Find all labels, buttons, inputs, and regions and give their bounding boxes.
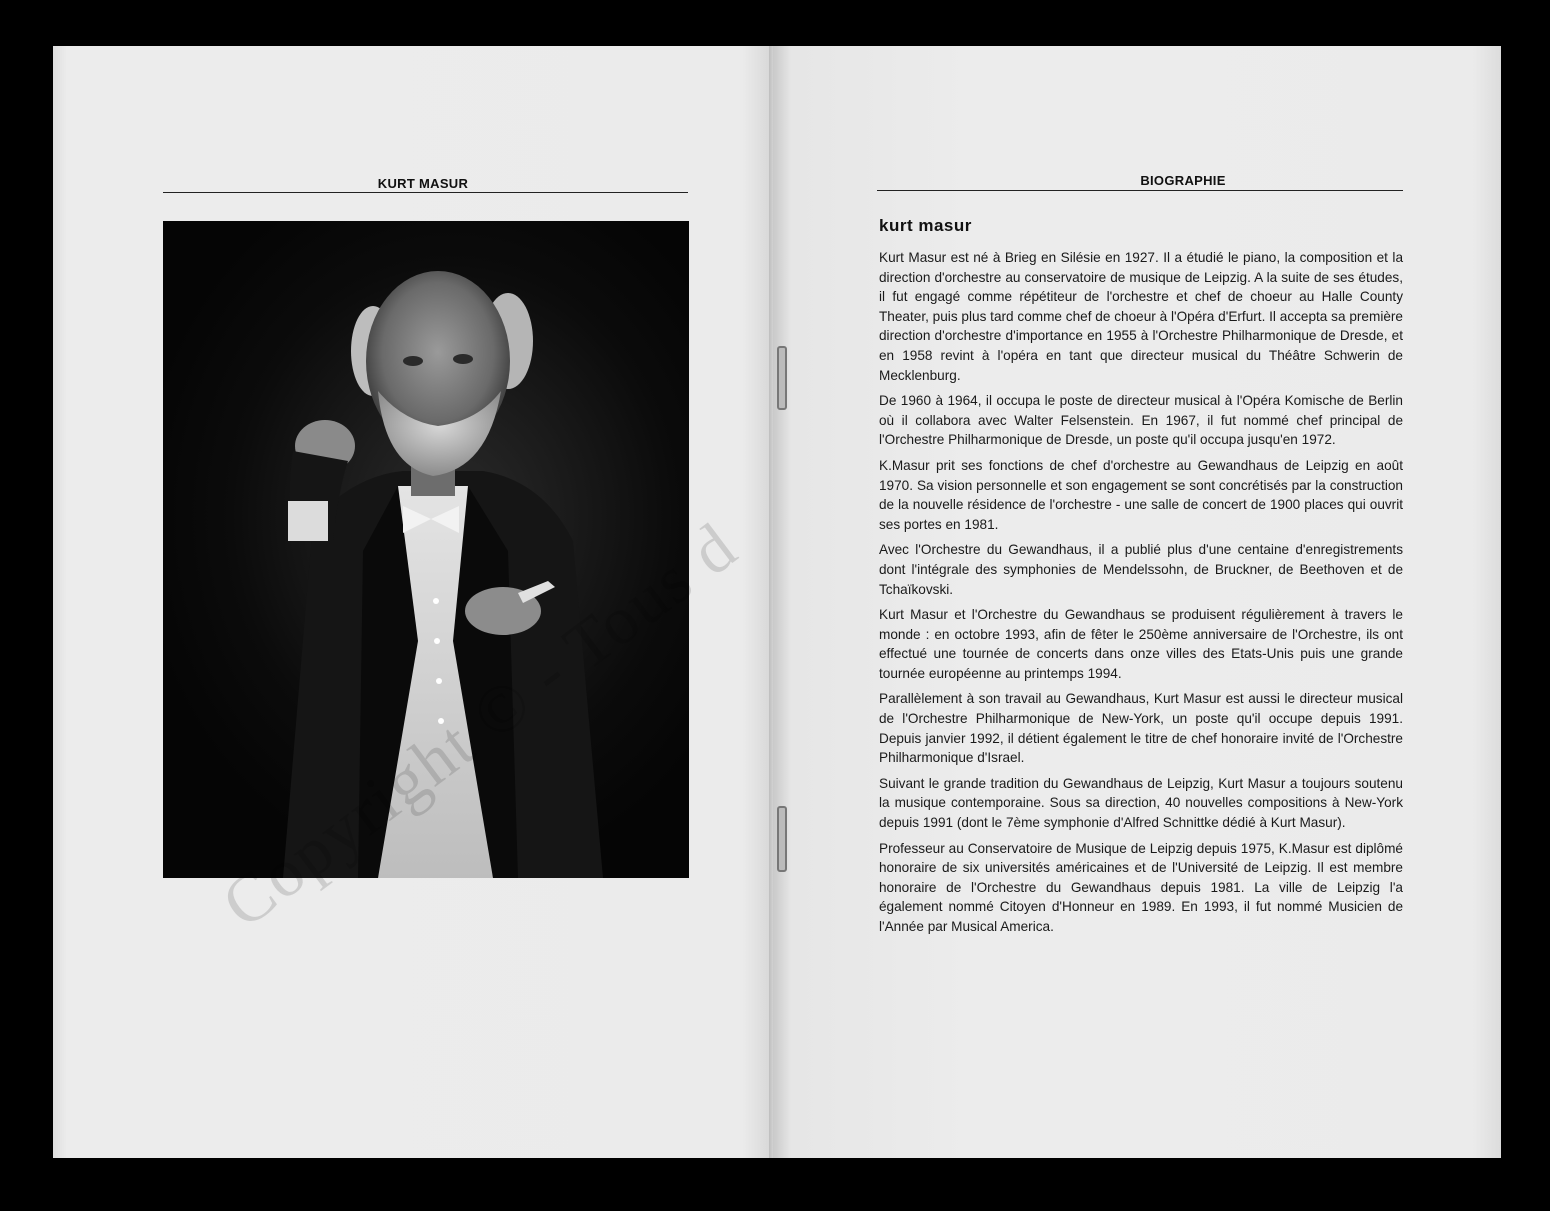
portrait-illustration (163, 221, 689, 878)
bio-paragraph-5: Kurt Masur et l'Orchestre du Gewandhaus se produisent régulièrement à travers le monde : en octobre 1993, afin de fêter le 250ème anniversaire de l'Orchestre, ils ont effectué une tournée de concerts dans onze villes des Etats-Unis puis une grande tournée européenne au printemps 1994. (879, 607, 1403, 681)
left-running-head: KURT MASUR (377, 176, 469, 191)
right-header-rule (877, 190, 1403, 191)
bio-paragraph-7: Suivant le grande tradition du Gewandhaus de Leipzig, Kurt Masur a toujours soutenu la musique contemporaine. Sous sa direction, 40 nouvelles compositions à New-York depuis 1991 (dont le 7ème symphonie d'Alfred Schnittke dédié à Kurt Masur). (879, 775, 1403, 831)
bio-paragraph-1: Kurt Masur est né à Brieg en Silésie en 1927. Il a étudié le piano, la composition et la direction d'orchestre au conservatoire de musique de Leipzig. A la suite de ses études, il fut engagé comme répétiteur de l'orchestre et chef de choeur au Halle County Theater, puis plus tard comme chef de choeur à l'Opéra d'Erfurt. Il accepta sa première direction d'orchestre d'importance en 1955 à l'Orchestre Philharmonique de Dresde, et en 1958 revint à l'opéra en tant que directeur musical du Théâtre Schwerin de Mecklenburg. (879, 250, 1403, 383)
left-page (53, 46, 773, 1158)
bio-paragraph-2: De 1960 à 1964, il occupa le poste de directeur musical à l'Opéra Komische de Berlin où il collabora avec Walter Felsenstein. En 1967, il fut nommé chef principal de l'Orchestre Philharmonique de Dresde, un poste qu'il occupa jusqu'en 1972. (879, 393, 1403, 448)
staple-bottom (777, 806, 787, 872)
left-header-rule (163, 192, 688, 193)
right-running-head: BIOGRAPHIE (1140, 173, 1226, 188)
conductor-portrait-photo (163, 221, 689, 878)
bio-paragraph-4: Avec l'Orchestre du Gewandhaus, il a publié plus d'une centaine d'enregistrements dont l'intégrale des symphonies de Mendelssohn, de Bruckner, de Beethoven et de Tchaïkovski. (879, 542, 1403, 597)
bio-paragraph-6: Parallèlement à son travail au Gewandhaus, Kurt Masur est aussi le directeur musical de l'Orchestre Philharmonique de New-York, un poste qu'il occupe depuis 1991. Depuis janvier 1992, il détient également le titre de chef honoraire invité de l'Orchestre Philharmonique d'Israel. (879, 691, 1403, 766)
bio-paragraph-8: Professeur au Conservatoire de Musique de Leipzig depuis 1975, K.Masur est diplômé honoraire de six universités américaines et de l'Université de Leipzig. Il est membre honoraire de l'Orchestre du Gewandhaus depuis 1981. La ville de Leipzig l'a également nommé Citoyen d'Honneur en 1989. En 1993, il fut nommé Musicien de l'Année par Musical America. (879, 840, 1403, 934)
bio-paragraph-3: K.Masur prit ses fonctions de chef d'orchestre au Gewandhaus de Leipzig en août 1970. Sa vision personnelle et son engagement se sont concrétisés par la construction de la nouvelle résidence de l'orchestre - une salle de concert de 1900 places qui ouvrit ses portes en 1981. (879, 457, 1403, 532)
biography-text (879, 248, 1403, 943)
staple-top (777, 346, 787, 410)
biography-title: kurt masur (879, 216, 972, 235)
